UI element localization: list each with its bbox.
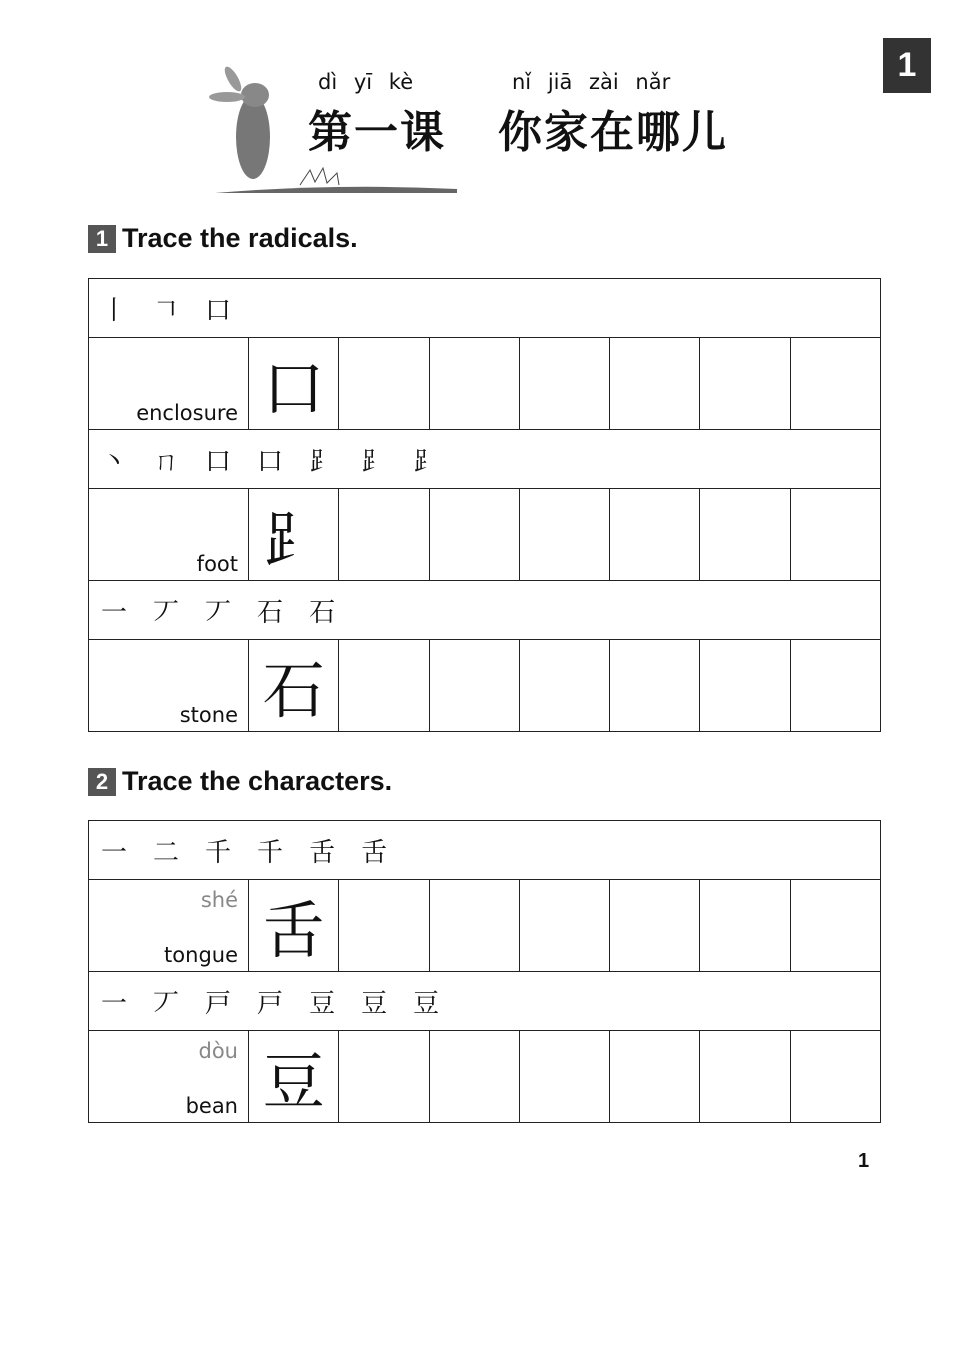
practice-box[interactable] [520, 640, 610, 731]
stroke-step: 口 [205, 446, 232, 477]
practice-row [89, 489, 880, 581]
stroke-step: ㄇ [153, 446, 180, 477]
lesson-title: 第一课 [308, 107, 446, 158]
practice-box[interactable] [520, 338, 610, 429]
radicals-table [88, 278, 881, 732]
practice-box[interactable] [700, 489, 790, 580]
model-character: 石 [249, 640, 339, 731]
practice-box[interactable] [339, 880, 429, 971]
practice-box[interactable] [430, 640, 520, 731]
character-label [89, 338, 249, 429]
practice-row [89, 640, 880, 731]
section1-heading [88, 223, 358, 254]
character-label [89, 1031, 249, 1122]
characters-table [88, 820, 881, 1123]
stroke-step: 千 [205, 837, 232, 868]
stroke-step: 千 [257, 837, 284, 868]
stroke-step: ⻊ [361, 446, 388, 477]
character-label [89, 489, 249, 580]
model-character: 舌 [249, 880, 339, 971]
english-meaning: stone [179, 703, 238, 727]
stroke-step: 石 [309, 597, 336, 628]
practice-box[interactable] [430, 880, 520, 971]
pinyin-label: shé [200, 888, 238, 912]
stroke-step: 丆 [153, 988, 180, 1019]
stroke-order-row [89, 430, 880, 489]
practice-box[interactable] [520, 1031, 610, 1122]
stroke-order-row [89, 581, 880, 640]
practice-box[interactable] [791, 880, 880, 971]
stroke-step: 豆 [361, 988, 388, 1019]
practice-box[interactable] [700, 880, 790, 971]
practice-box[interactable] [339, 1031, 429, 1122]
model-character: 口 [249, 338, 339, 429]
practice-box[interactable] [520, 880, 610, 971]
stroke-step: 戸 [257, 988, 284, 1019]
stroke-order-row [89, 821, 880, 880]
section-number: 2 [88, 768, 116, 796]
practice-box[interactable] [700, 338, 790, 429]
pinyin-topic: nǐ jiā zài nǎr [512, 70, 671, 94]
stroke-step: ⼝ [257, 446, 284, 477]
practice-box[interactable] [339, 489, 429, 580]
stroke-order-row [89, 279, 880, 338]
practice-box[interactable] [430, 1031, 520, 1122]
pinyin-label: dòu [198, 1039, 238, 1063]
section-title: Trace the radicals. [122, 223, 358, 253]
section2-heading [88, 766, 392, 797]
stroke-step: 舌 [309, 837, 336, 868]
practice-box[interactable] [610, 489, 700, 580]
stroke-step: 一 [101, 837, 128, 868]
stroke-step: 舌 [361, 837, 388, 868]
english-meaning: tongue [164, 943, 238, 967]
practice-box[interactable] [610, 880, 700, 971]
stroke-step: 石 [257, 597, 284, 628]
stroke-step: 丶 [101, 446, 128, 477]
stroke-step: 一 [101, 597, 128, 628]
stroke-step: 豆 [309, 988, 336, 1019]
practice-box[interactable] [339, 640, 429, 731]
lesson-badge: 1 [883, 38, 931, 93]
pinyin-lesson: dì yī kè [318, 70, 414, 94]
stroke-step: 一 [101, 988, 128, 1019]
practice-row [89, 338, 880, 430]
practice-box[interactable] [430, 338, 520, 429]
stroke-step: 丆 [153, 597, 180, 628]
practice-row [89, 1031, 880, 1122]
practice-box[interactable] [610, 338, 700, 429]
practice-box[interactable] [520, 489, 610, 580]
stroke-step: 丨 [101, 295, 128, 326]
stroke-step: 二 [153, 837, 180, 868]
model-character: ⻊ [249, 489, 339, 580]
practice-box[interactable] [791, 640, 880, 731]
stroke-order-row [89, 972, 880, 1031]
practice-box[interactable] [791, 489, 880, 580]
practice-box[interactable] [791, 338, 880, 429]
practice-row [89, 880, 880, 972]
stroke-step: 口 [205, 295, 232, 326]
english-meaning: foot [196, 552, 238, 576]
practice-box[interactable] [700, 1031, 790, 1122]
english-meaning: enclosure [136, 401, 238, 425]
stroke-step: 戸 [205, 988, 232, 1019]
stroke-step: 𠃍 [153, 295, 180, 326]
topic-title: 你家在哪儿 [498, 107, 728, 158]
practice-box[interactable] [610, 640, 700, 731]
stroke-step: 丆 [205, 597, 232, 628]
stroke-step: ⻊ [309, 446, 336, 477]
character-label [89, 880, 249, 971]
model-character: 豆 [249, 1031, 339, 1122]
practice-box[interactable] [610, 1031, 700, 1122]
practice-box[interactable] [339, 338, 429, 429]
practice-box[interactable] [791, 1031, 880, 1122]
section-number: 1 [88, 225, 116, 253]
english-meaning: bean [185, 1094, 238, 1118]
section-title: Trace the characters. [122, 766, 393, 796]
character-label [89, 640, 249, 731]
stroke-step: ⻊ [413, 446, 440, 477]
page-number: 1 [858, 1150, 870, 1172]
practice-box[interactable] [700, 640, 790, 731]
stroke-step: 豆 [413, 988, 440, 1019]
practice-box[interactable] [430, 489, 520, 580]
